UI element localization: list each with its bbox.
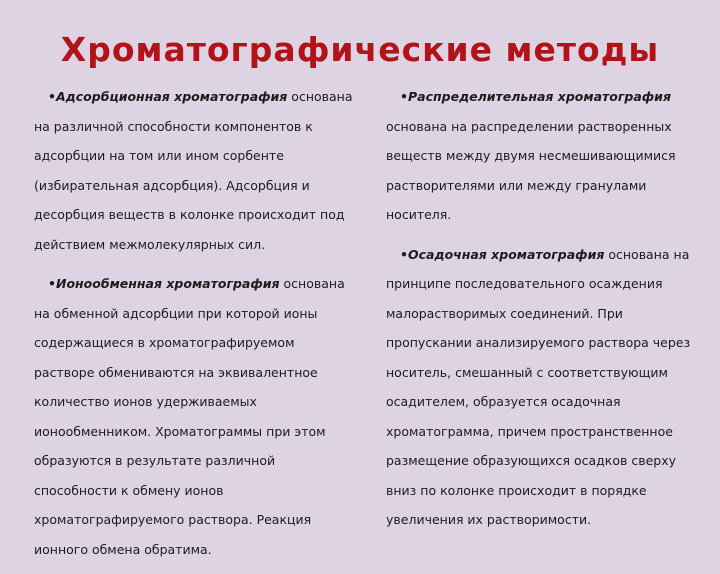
term-ion-exchange: Ионообменная хроматография [56, 276, 280, 291]
left-column [34, 82, 356, 574]
term-precipitation: Осадочная хроматография [408, 246, 605, 262]
bullet-icon: • [400, 89, 408, 104]
paragraph-ion-exchange [34, 269, 356, 564]
text-adsorption: основана на различной способности компонентов к адсорбции на том или ином сорбенте (избирательная адсорбция). Адсорбция и десорбция веществ в колонке происходит под действием межмолекулярных сил. [34, 89, 353, 252]
paragraph-adsorption [34, 82, 356, 259]
bullet-icon: • [400, 246, 408, 262]
bullet-icon: • [48, 89, 56, 104]
text-partition: основана на распределении растворенных веществ между двумя несмешивающимися растворителями или между гранулами носителя. [386, 118, 676, 222]
paragraph-precipitation [386, 240, 708, 535]
bullet-icon: • [48, 276, 56, 291]
term-partition: Распределительная хроматография [408, 89, 671, 104]
term-adsorption: Адсорбционная хроматография [56, 89, 288, 104]
right-column [386, 82, 708, 545]
text-ion-exchange: основана на обменной адсорбции при которой ионы содержащиеся в хроматографируемом растворе обмениваются на эквивалентное количество ионов удерживаемых ионообменником. Хроматограммы при этом образуются в результате различной способности к обмену ионов хроматографируемого раствора. Реакция ионного обмена обратима. [34, 276, 345, 557]
slide-title: Хроматографические методы [60, 30, 660, 69]
paragraph-partition [386, 82, 708, 230]
text-precipitation: основана на принципе последовательного осаждения малорастворимых соединений. При пропускании анализируемого раствора через носитель, смешанный с соответствующим осадителем, образуется осадочная хроматограмма, причем пространственное размещение образующихся осадков сверху вниз по колонке происходит в порядке увеличения их растворимости. [386, 246, 691, 527]
